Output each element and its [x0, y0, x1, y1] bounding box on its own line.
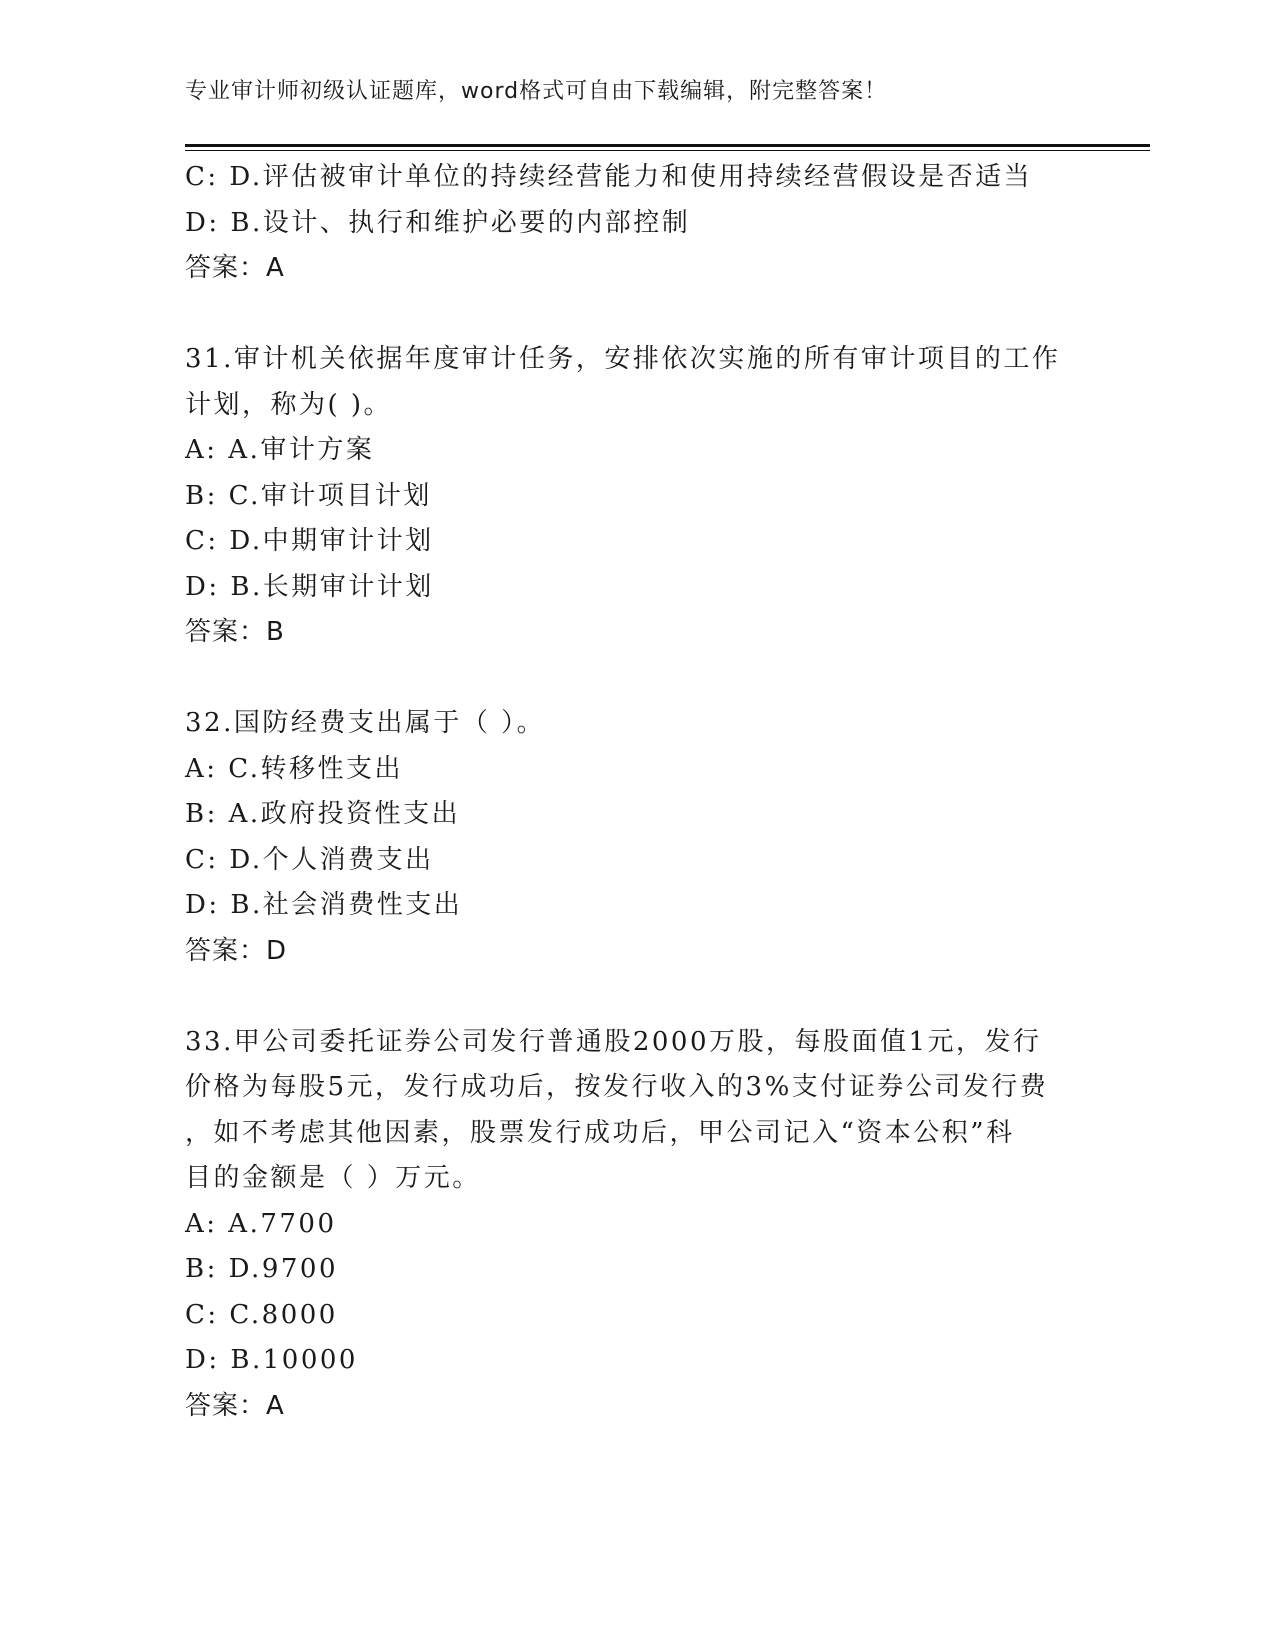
header-rule-thin	[185, 150, 1150, 151]
answer-option: A: A.审计方案	[185, 435, 375, 465]
question-text-line: 32.国防经费支出属于（ ）。	[185, 708, 546, 738]
answer-option: C: C.8000	[185, 1299, 338, 1330]
answer-option: B: D.9700	[185, 1254, 338, 1284]
answer-option: D: B.社会消费性支出	[185, 890, 463, 920]
correct-answer: 答案：A	[185, 253, 285, 283]
answer-option: C: D.评估被审计单位的持续经营能力和使用持续经营假设是否适当	[185, 162, 1033, 192]
question-content	[185, 155, 1085, 1429]
question-text-line: 33.甲公司委托证券公司发行普通股2000万股，每股面值1元，发行	[185, 1026, 1042, 1057]
correct-answer: 答案：A	[185, 1390, 285, 1421]
question-block	[185, 337, 1085, 656]
answer-option: A: A.7700	[185, 1208, 337, 1239]
question-text-line: 价格为每股5元，发行成功后，按发行收入的3%支付证券公司发行费	[185, 1072, 1049, 1102]
question-text-line: ，如不考虑其他因素，股票发行成功后，甲公司记入“资本公积”科	[185, 1117, 1015, 1148]
answer-option: D: B.长期审计计划	[185, 571, 434, 602]
answer-option: A: C.转移性支出	[185, 753, 404, 784]
answer-option: B: C.审计项目计划	[185, 480, 432, 511]
block-spacer	[185, 292, 1085, 338]
question-block	[185, 701, 1085, 974]
correct-answer: 答案：B	[185, 617, 285, 647]
block-spacer	[185, 974, 1085, 1020]
block-spacer	[185, 656, 1085, 702]
answer-option: D: B.设计、执行和维护必要的内部控制	[185, 207, 691, 238]
answer-option: C: D.个人消费支出	[185, 844, 434, 875]
answer-option: B: A.政府投资性支出	[185, 799, 461, 829]
correct-answer: 答案：D	[185, 935, 288, 966]
answer-option: D: B.10000	[185, 1345, 358, 1375]
question-block	[185, 155, 1085, 292]
header-rule-thick	[185, 144, 1150, 147]
question-text-line: 31.审计机关依据年度审计任务，安排依次实施的所有审计项目的工作	[185, 344, 1061, 374]
question-block	[185, 1020, 1085, 1430]
question-text-line: 目的金额是（ ）万元。	[185, 1163, 481, 1193]
question-text-line: 计划，称为( )。	[185, 389, 393, 420]
answer-option: C: D.中期审计计划	[185, 526, 434, 556]
page-header: 专业审计师初级认证题库，word格式可自由下载编辑，附完整答案！	[185, 79, 888, 104]
